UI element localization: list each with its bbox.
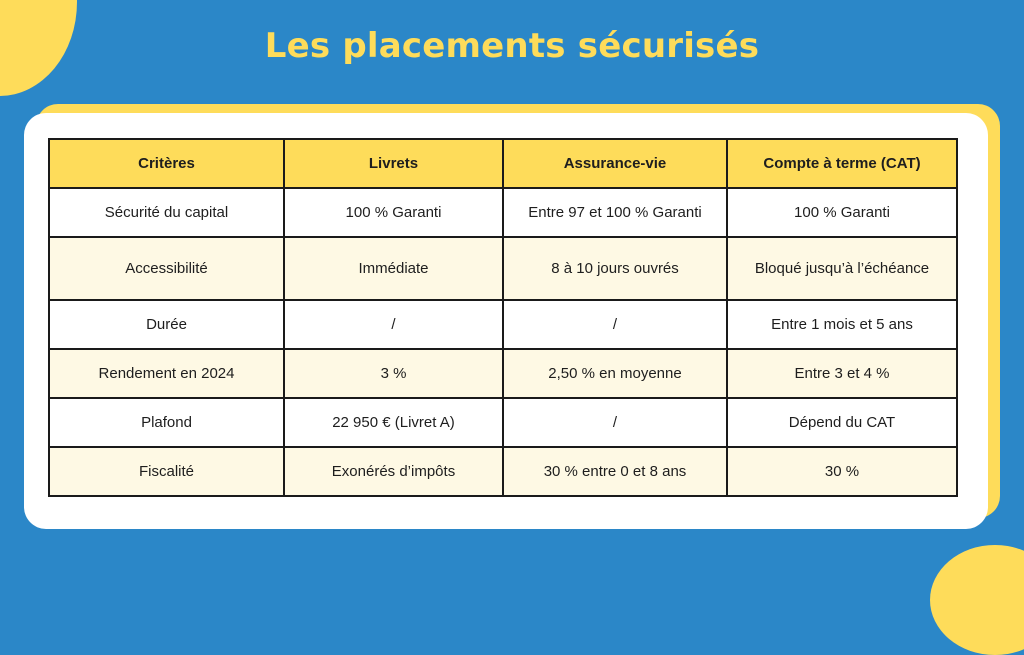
table-header-row xyxy=(49,139,957,188)
table-row xyxy=(49,188,957,237)
table-cell: 2,50 % en moyenne xyxy=(503,349,727,398)
table-cell: 100 % Garanti xyxy=(284,188,503,237)
table-row xyxy=(49,398,957,447)
page-title: Les placements sécurisés xyxy=(264,26,760,66)
table-cell: Dépend du CAT xyxy=(727,398,957,447)
decorative-circle-bottom-right xyxy=(930,545,1024,655)
table-cell: Accessibilité xyxy=(49,237,284,300)
table-cell: Immédiate xyxy=(284,237,503,300)
table-cell: 3 % xyxy=(284,349,503,398)
table-cell: Sécurité du capital xyxy=(49,188,284,237)
table-cell: Entre 97 et 100 % Garanti xyxy=(503,188,727,237)
table-cell: / xyxy=(503,398,727,447)
table-cell: 22 950 € (Livret A) xyxy=(284,398,503,447)
table-cell: / xyxy=(284,300,503,349)
table-cell: Durée xyxy=(49,300,284,349)
table-cell: / xyxy=(503,300,727,349)
table-cell: Bloqué jusqu’à l’échéance xyxy=(727,237,957,300)
table-cell: 30 % entre 0 et 8 ans xyxy=(503,447,727,496)
table-cell: Plafond xyxy=(49,398,284,447)
table-cell: Entre 1 mois et 5 ans xyxy=(727,300,957,349)
header-livrets: Livrets xyxy=(284,139,503,188)
table-row xyxy=(49,349,957,398)
header-compte-a-terme: Compte à terme (CAT) xyxy=(727,139,957,188)
comparison-table xyxy=(48,138,958,497)
table-cell: 8 à 10 jours ouvrés xyxy=(503,237,727,300)
table-cell: Rendement en 2024 xyxy=(49,349,284,398)
table-cell: 100 % Garanti xyxy=(727,188,957,237)
header-criteres: Critères xyxy=(49,139,284,188)
table-cell: Entre 3 et 4 % xyxy=(727,349,957,398)
table-cell: 30 % xyxy=(727,447,957,496)
table-cell: Exonérés d’impôts xyxy=(284,447,503,496)
table-row xyxy=(49,300,957,349)
table-row xyxy=(49,237,957,300)
table-cell: Fiscalité xyxy=(49,447,284,496)
table-row xyxy=(49,447,957,496)
header-assurance-vie: Assurance-vie xyxy=(503,139,727,188)
